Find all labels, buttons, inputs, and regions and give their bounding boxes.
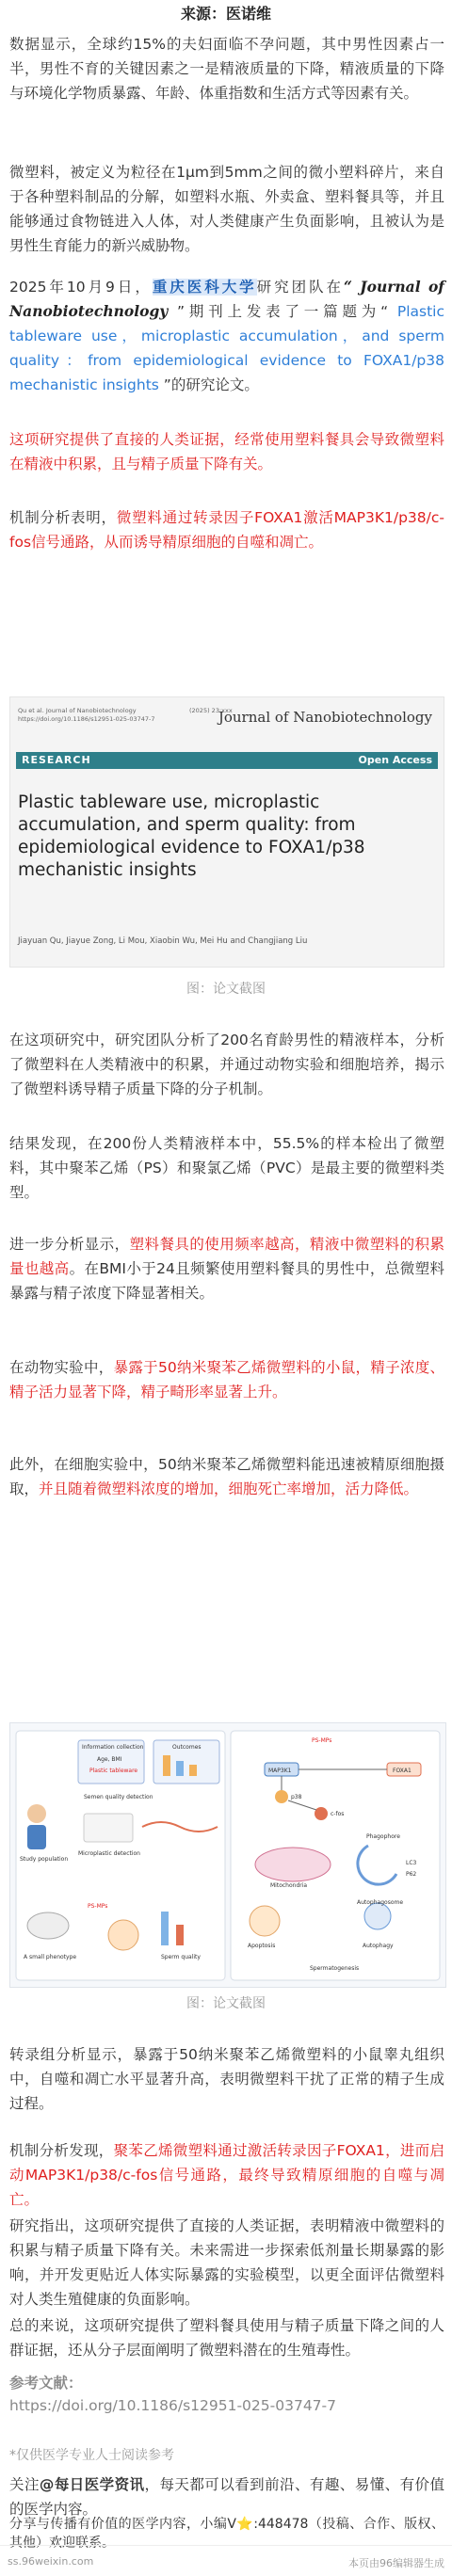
pub-mid: 研究团队在	[256, 279, 345, 296]
conclusion-paragraph-2: 总的来说，这项研究提供了塑料餐具使用与精子质量下降之间的人群证据，还从分子层面阐明了微塑料潜在的生殖毒性。	[9, 2317, 444, 2359]
cfos-node	[315, 1807, 328, 1820]
paper-research-bar	[16, 752, 438, 769]
result-paragraph-3: 在动物实验中，暴露于50纳米聚苯乙烯微塑料的小鼠，精子浓度、精子活力显著下降，精子畸形率显著上升。	[9, 1359, 444, 1400]
ps-mps-label-right: PS-MPs	[312, 1737, 332, 1744]
mechanism-red: 微塑料通过转录因子FOXA1激活MAP3K1/p38/c-fos信号通路，从而诱导精原细胞的自噬和凋亡。	[9, 509, 444, 551]
autophagy-label: Autophagy	[363, 1943, 394, 1949]
sperm-quality-label: Sperm quality	[161, 1954, 201, 1960]
disclaimer: *仅供医学专业人士阅读参考	[9, 2448, 174, 2463]
foxa1-label: FOXA1	[393, 1768, 412, 1774]
apoptosis-cell	[250, 1906, 280, 1936]
paper-title-en: Plastic tableware use，microplastic accumulation，and sperm quality：from epidemiological evidence to FOXA1/p38 mechanistic insights	[9, 303, 444, 393]
mechanism-diagram	[10, 1723, 445, 1987]
spermatogenesis-label: Spermatogenesis	[310, 1965, 360, 1972]
person-body	[27, 1825, 46, 1849]
result-paragraph-4: 此外，在细胞实验中，50纳米聚苯乙烯微塑料能迅速被精原细胞摄取，并且随着微塑料浓度的增加，细胞死亡率增加，活力降低。	[9, 1456, 444, 1497]
open-access-label: Open Access	[358, 754, 432, 766]
mechanism-paragraph-2: 机制分析发现，聚苯乙烯微塑料通过激活转录因子FOXA1，进而启动MAP3K1/p38/c-fos信号通路，最终导致精原细胞的自噬与凋亡。	[9, 2142, 444, 2208]
p38-node	[275, 1790, 288, 1803]
animal-phenotype-label: A small phenotype	[24, 1954, 77, 1960]
footer-generator: 本页由96编辑器生成	[348, 2557, 444, 2569]
microplastic-definition: 微塑料，被定义为粒径在1μm到5mm之间的微小塑料碎片，来自于各种塑料制品的分解，如塑料水瓶、外卖盒、塑料餐具等，并且能够通过食物链进入人体，对人类健康产生负面影响，且被认为是男性生育能力的新兴威胁物。	[9, 164, 444, 254]
pub-issue: ”期刊上发表了一篇题为“	[168, 303, 397, 320]
transcriptome-paragraph: 转录组分析显示，暴露于50纳米聚苯乙烯微塑料的小鼠睾丸组织中，自噬和凋亡水平显著升高，表明微塑料干扰了正常的精子生成过程。	[9, 2046, 444, 2112]
source-line: 来源：医诺维	[180, 5, 271, 23]
study-population-label: Study population	[20, 1856, 69, 1863]
figure-caption-2: 图：论文截图	[186, 1996, 266, 2011]
result-paragraph-1: 结果发现，在200份人类精液样本中，55.5%的样本检出了微塑料，其中聚苯乙烯（PS）和聚氯乙烯（PVC）是最主要的微塑料类型。	[9, 1135, 444, 1201]
intro-paragraph: 数据显示，全球约15%的夫妇面临不孕问题，其中男性因素占一半，男性不育的关键因素之一是精液质量的下降，精液质量的下降与环境化学物质暴露、年龄、体重指数和生活方式等因素有关。	[9, 36, 444, 102]
result2-red: 塑料餐具的使用频率越高，精液中微塑料的积累量也越高	[9, 1236, 444, 1277]
outcome-bar-2	[176, 1761, 184, 1776]
sperm-bar-2	[176, 1925, 184, 1945]
microplastic-detect-label: Microplastic detection	[78, 1850, 140, 1857]
outcome-bar-3	[189, 1765, 197, 1776]
testis-icon	[108, 1920, 138, 1950]
figure-caption-1: 图：论文截图	[186, 982, 266, 997]
cfos-label: c-fos	[331, 1811, 345, 1817]
phagophore-label: Phagophore	[366, 1833, 400, 1840]
age-label: Age, BMI	[97, 1756, 122, 1763]
study-paragraph: 在这项研究中，研究团队分析了200名育龄男性的精液样本，分析了微塑料在人类精液中的积累，并通过动物实验和细胞培养，揭示了微塑料诱导精子质量下降的分子机制。	[9, 1032, 444, 1097]
microscope-box	[84, 1814, 133, 1842]
mitochondria-label: Mitochondria	[270, 1882, 308, 1889]
apoptosis-label: Apoptosis	[248, 1943, 276, 1949]
mouse-icon	[27, 1912, 69, 1939]
journal-name: “ Journal of Nanobiotechnology	[9, 278, 444, 320]
lc3-label: LC3	[406, 1860, 417, 1866]
mechanism-paragraph	[9, 505, 444, 554]
references-label: 参考文献：	[9, 2375, 83, 2392]
pub-end: ”的研究论文。	[158, 376, 259, 393]
paper-authors: Jiayuan Qu, Jiayue Zong, Li Mou, Xiaobin Wu, Mei Hu and Changjiang Liu	[18, 936, 308, 946]
conclusion-paragraph-1: 研究指出，这项研究提供了直接的人类证据，表明精液中微塑料的积累与精子质量下降有关。未来需进一步探索低剂量长期暴露的影响，并开发更贴近人体实际暴露的实验模型，以更全面评估微塑料对人类生殖健康的负面影响。	[9, 2217, 444, 2308]
key-finding: 这项研究提供了直接的人类证据，经常使用塑料餐具会导致微塑料在精液中积累，且与精子质量下降有关。	[9, 431, 444, 472]
paper-screenshot	[9, 696, 444, 968]
map3k1-label: MAP3K1	[268, 1768, 292, 1774]
institution-highlight: 重庆医科大学	[152, 279, 257, 296]
mechanism-figure	[9, 1722, 446, 1988]
info-collection-label: Information collection	[82, 1744, 144, 1751]
share-paragraph: 分享与传播有价值的医学内容，小编V⭐:448478（投稿、合作、版权、其他）欢迎联系。	[9, 2517, 444, 2551]
paper-year: (2025) 23:xxx	[189, 707, 233, 714]
publication-paragraph	[9, 275, 444, 397]
semen-detect-label: Semen quality detection	[84, 1794, 153, 1800]
autophagosome-shape	[364, 1903, 391, 1929]
person-icon	[27, 1804, 46, 1823]
outcomes-label: Outcomes	[172, 1744, 202, 1751]
footer	[0, 2545, 452, 2576]
outcome-bar-1	[163, 1755, 170, 1776]
plastic-tableware-label: Plastic tableware	[89, 1768, 138, 1774]
sperm-bar-1	[161, 1912, 169, 1945]
research-label: RESEARCH	[22, 754, 91, 766]
pub-date: 2025年10月9日，	[9, 279, 153, 296]
paper-meta: Qu et al. Journal of Nanobiotechnology https://doi.org/10.1186/s12951-025-03747-7	[18, 707, 155, 723]
account-name[interactable]: @每日医学资讯	[39, 2476, 145, 2493]
result4-red: 并且随着微塑料浓度的增加，细胞死亡率增加，活力降低。	[39, 1480, 419, 1497]
p62-label: P62	[406, 1871, 417, 1878]
mechanism2-red: 聚苯乙烯微塑料通过激活转录因子FOXA1，进而启动MAP3K1/p38/c-fos信号通路，最终导致精原细胞的自噬与凋亡。	[9, 2142, 444, 2208]
result-paragraph-2: 进一步分析显示，塑料餐具的使用频率越高，精液中微塑料的积累量也越高。在BMI小于24且频繁使用塑料餐具的男性中，总微塑料暴露与精子浓度下降显著相关。	[9, 1236, 444, 1302]
mitochondria-shape	[255, 1848, 331, 1881]
ps-mps-label-left: PS-MPs	[88, 1903, 108, 1910]
mechanism-lead: 机制分析表明，	[9, 509, 117, 526]
p38-label: p38	[291, 1794, 302, 1800]
footer-site[interactable]: ss.96weixin.com	[8, 2555, 94, 2568]
result3-red: 暴露于50纳米聚苯乙烯微塑料的小鼠，精子浓度、精子活力显著下降，精子畸形率显著上升。	[9, 1359, 444, 1400]
paper-journal: Journal of Nanobiotechnology	[218, 709, 432, 726]
paper-image-title: Plastic tableware use, microplastic accumulation, and sperm quality: from epidemiological evidence to FOXA1/p38 mechanistic insights	[18, 792, 365, 880]
follow-paragraph: 关注@每日医学资讯，每天都可以看到前沿、有趣、易懂、有价值的医学内容。	[9, 2476, 444, 2518]
reference-link[interactable]: https://doi.org/10.1186/s12951-025-03747-7	[9, 2397, 336, 2414]
autophagosome-label: Autophagosome	[357, 1899, 404, 1906]
